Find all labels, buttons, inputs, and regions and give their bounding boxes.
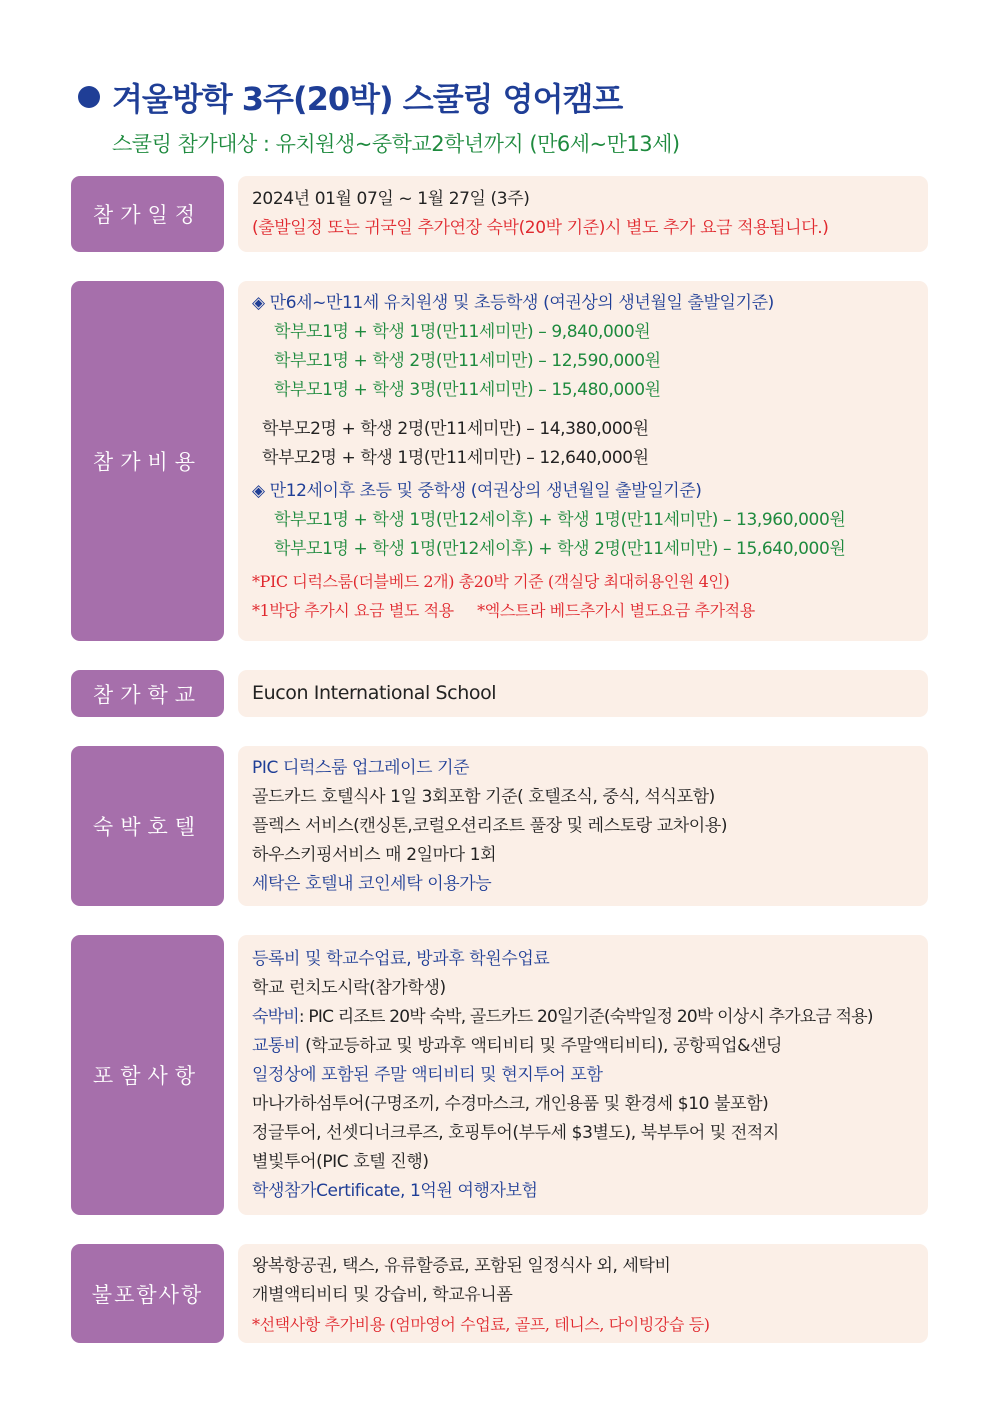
page-title: 겨울방학 3주(20박) 스쿨링 영어캠프 (112, 80, 623, 118)
excluded-content (238, 1244, 928, 1343)
header (78, 74, 680, 158)
cost-row (71, 281, 928, 641)
hotel-line: 하우스키핑서비스 매 2일마다 1회 (252, 845, 497, 865)
cost-group3-heading-line (252, 477, 914, 506)
cost-content (238, 281, 928, 641)
cost-group1-item: 학부모1명 + 학생 2명(만11세미만) – 12,590,000원 (274, 351, 661, 371)
included-line (252, 1003, 914, 1032)
schedule-label: 참가일정 (71, 176, 224, 252)
cost-group1-note: (여권상의 생년월일 출발일기준) (538, 293, 774, 313)
cost-group3-heading: ◈ 만12세이후 초등 및 중학생 (252, 481, 466, 501)
cost-group3-item: 학부모1명 + 학생 1명(만12세이후) + 학생 2명(만11세미만) – 15,640,000원 (274, 539, 846, 559)
cost-group1-heading: ◈ 만6세~만11세 유치원생 및 초등학생 (252, 293, 539, 313)
bullet-dot-icon (78, 86, 100, 108)
hotel-line: 세탁은 호텔내 코인세탁 이용가능 (252, 874, 492, 894)
hotel-line: 골드카드 호텔식사 1일 3회포함 기준( 호텔조식, 중식, 석식포함) (252, 787, 715, 807)
cost-group1-heading-line (252, 289, 914, 318)
cost-label: 참가비용 (71, 281, 224, 641)
school-row (71, 670, 928, 717)
included-label: 포함사항 (71, 935, 224, 1215)
included-line: 마나가하섬투어(구명조끼, 수경마스크, 개인용품 및 환경세 $10 불포함) (252, 1094, 769, 1114)
included-line: 정글투어, 선셋디너크루즈, 호핑투어(부두세 $3별도), 북부투어 및 전적지 (252, 1123, 779, 1143)
schedule-note: (출발일정 또는 귀국일 추가연장 숙박(20박 기준)시 별도 추가 요금 적용됩니다.) (252, 218, 829, 238)
hotel-content (238, 746, 928, 906)
hotel-row (71, 746, 928, 906)
schedule-date: 2024년 01월 07일 ~ 1월 27일 (3주) (252, 189, 530, 209)
schedule-content (238, 176, 928, 252)
included-line: 별빛투어(PIC 호텔 진행) (252, 1152, 429, 1172)
cost-note: *PIC 디럭스룸(더블베드 2개) 총20박 기준 (객실당 최대허용인원 4인) (252, 572, 730, 591)
included-rest: (학교등하교 및 방과후 액티비티 및 주말액티비티), 공항픽업&샌딩 (300, 1036, 783, 1056)
cost-group2-item: 학부모2명 + 학생 1명(만11세미만) – 12,640,000원 (262, 448, 649, 468)
excluded-line: 개별액티비티 및 강습비, 학교유니폼 (252, 1285, 513, 1305)
included-content (238, 935, 928, 1215)
included-line: 일정상에 포함된 주말 액티비티 및 현지투어 포함 (252, 1065, 603, 1085)
cost-group3-note: (여권상의 생년월일 출발일기준) (465, 481, 702, 501)
hotel-line: 플렉스 서비스(캔싱톤,코럴오션리조트 풀장 및 레스토랑 교차이용) (252, 816, 728, 836)
cost-group2-item: 학부모2명 + 학생 2명(만11세미만) – 14,380,000원 (262, 419, 649, 439)
included-line: 학생참가Certificate, 1억원 여행자보험 (252, 1181, 538, 1201)
cost-group1-item: 학부모1명 + 학생 3명(만11세미만) – 15,480,000원 (274, 380, 661, 400)
hotel-line: PIC 디럭스룸 업그레이드 기준 (252, 758, 470, 778)
schedule-row (71, 176, 928, 252)
excluded-label: 불포함사항 (71, 1244, 224, 1343)
cost-note: *1박당 추가시 요금 별도 적용 *엑스트라 베드추가시 별도요금 추가적용 (252, 601, 755, 620)
included-line: 학교 런치도시락(참가학생) (252, 978, 446, 998)
page-subtitle: 스쿨링 참가대상 : 유치원생~중학교2학년까지 (만6세~만13세) (112, 132, 680, 156)
cost-group3-item: 학부모1명 + 학생 1명(만12세이후) + 학생 1명(만11세미만) – 13,960,000원 (274, 510, 846, 530)
included-rest: : PIC 리조트 20박 숙박, 골드카드 20일기준(숙박일정 20박 이상시 추가요금 적용) (298, 1007, 873, 1027)
included-row (71, 935, 928, 1215)
included-line: 등록비 및 학교수업료, 방과후 학원수업료 (252, 949, 550, 969)
school-content (238, 670, 928, 717)
included-line (252, 1032, 914, 1061)
excluded-line: 왕복항공권, 택스, 유류할증료, 포함된 일정식사 외, 세탁비 (252, 1256, 671, 1276)
included-key: 교통비 (252, 1036, 301, 1056)
title-row (78, 74, 680, 120)
hotel-label: 숙박호텔 (71, 746, 224, 906)
excluded-line: *선택사항 추가비용 (엄마영어 수업료, 골프, 테니스, 다이빙강습 등) (252, 1315, 710, 1334)
excluded-row (71, 1244, 928, 1343)
school-label: 참가학교 (71, 670, 224, 717)
cost-group1-item: 학부모1명 + 학생 1명(만11세미만) – 9,840,000원 (274, 322, 651, 342)
included-key: 숙박비 (252, 1007, 299, 1027)
school-name: Eucon International School (252, 682, 497, 704)
